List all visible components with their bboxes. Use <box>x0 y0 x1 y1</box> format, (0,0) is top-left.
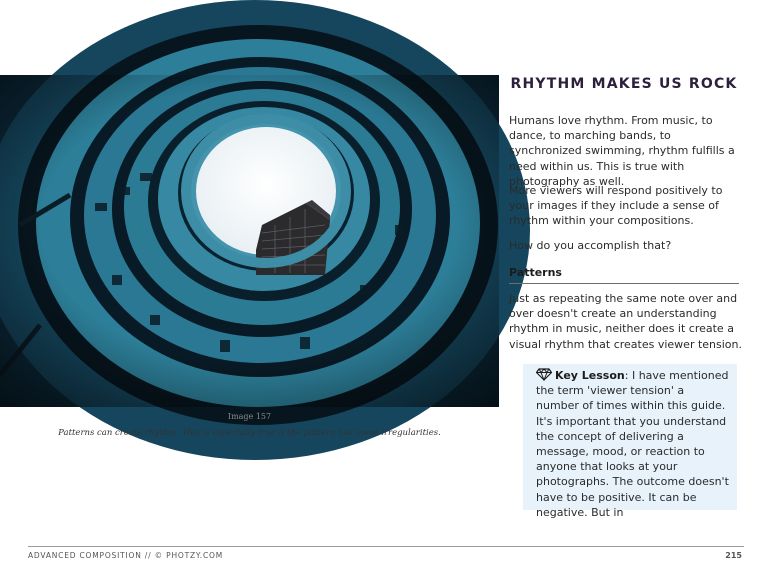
image-caption: Patterns can create rhythm. This is especially true if the pattern has some irregularities. <box>58 428 441 438</box>
key-lesson-text: : I have mentioned the term 'viewer tension' a number of times within this guide. It's important that you understand the concept of delivering a message, mood, or reaction to anyone that looks at your photographs. The outcome doesn't have to be positive. It can be negative. But in <box>536 369 729 519</box>
patterns-subheading: Patterns <box>509 266 739 284</box>
body-paragraph-4: Just as repeating the same note over and over doesn't create an understanding rhythm in music, neither does it create a visual rhythm that creates viewer tension. <box>509 292 743 351</box>
spiral-photo-illustration <box>0 75 499 407</box>
diamond-icon <box>536 368 552 381</box>
key-lesson-label: Key Lesson <box>555 369 625 382</box>
spiral-building-photo <box>0 75 499 407</box>
body-paragraph-2: More viewers will respond positively to your images if they include a sense of rhythm within your compositions. <box>509 184 723 228</box>
section-title: RHYTHM MAKES US ROCK <box>510 76 738 92</box>
footer-publication: ADVANCED COMPOSITION // © PHOTZY.COM <box>28 551 223 560</box>
key-lesson-box <box>523 364 737 519</box>
body-paragraph-3: How do you accomplish that? <box>509 239 672 252</box>
footer-divider <box>28 546 744 547</box>
body-paragraph-1: Humans love rhythm. From music, to dance, to marching bands, to synchronized swimming, rhythm fulfills a need within us. This is true with photography as well. <box>509 114 735 188</box>
image-number: Image 157 <box>227 412 272 421</box>
page-number: 215 <box>725 551 742 560</box>
